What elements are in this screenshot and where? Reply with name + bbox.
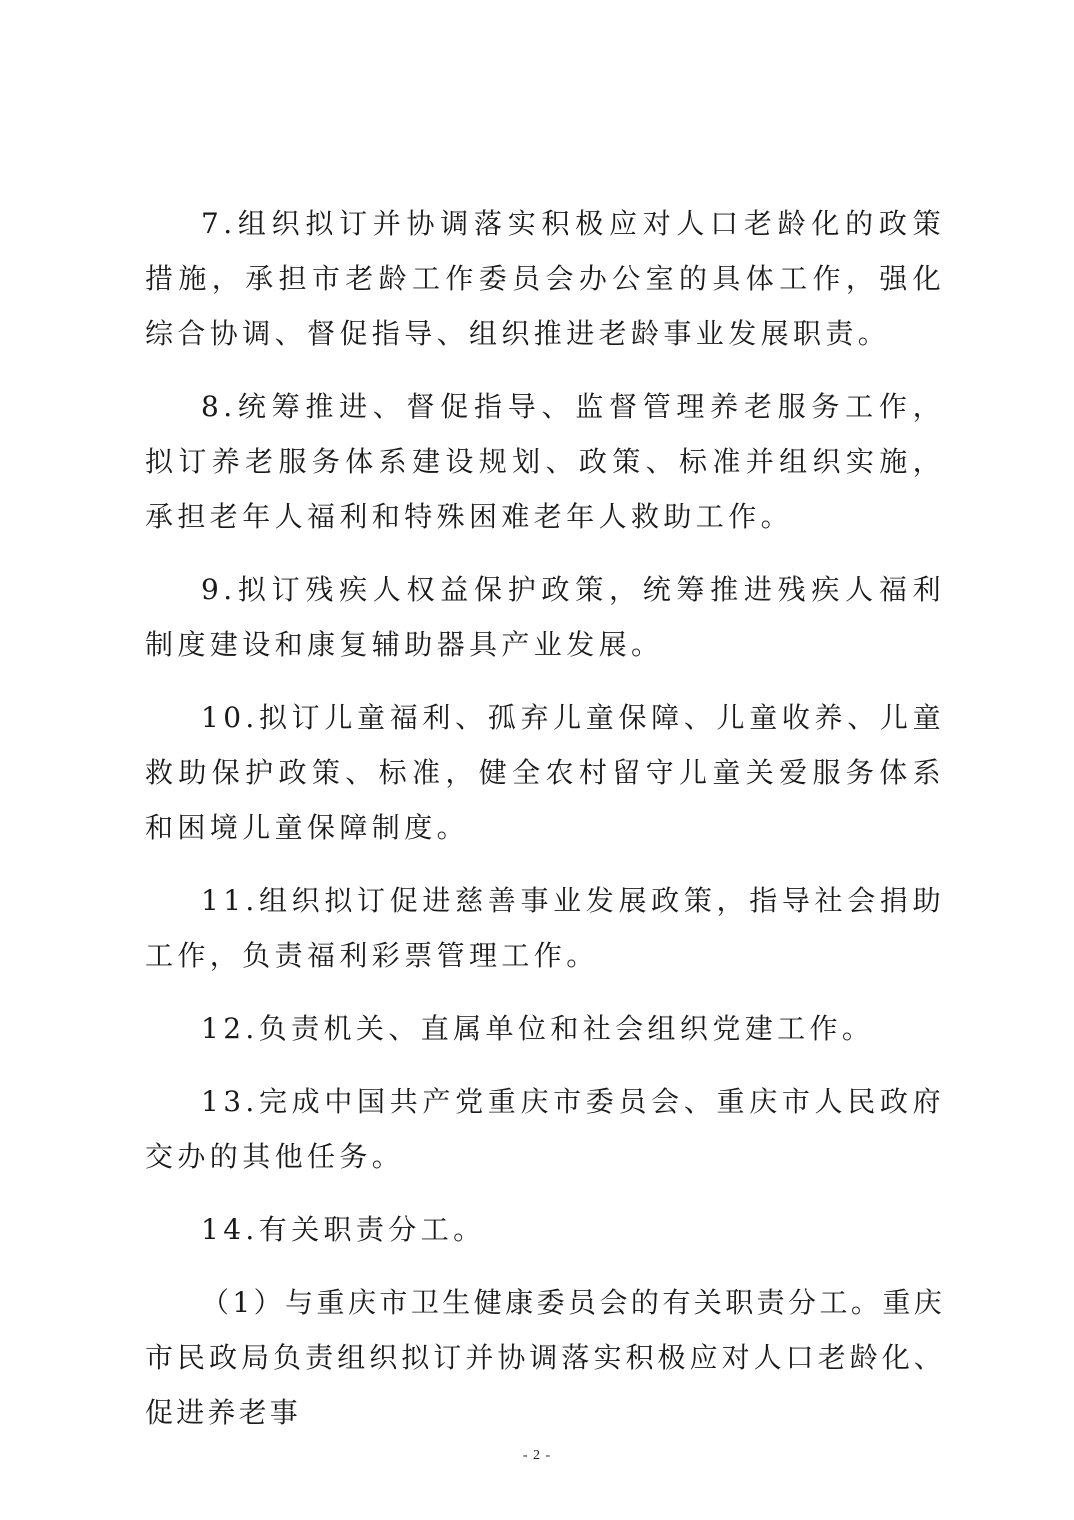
paragraph-item-10: 10.拟订儿童福利、孤弃儿童保障、儿童收养、儿童救助保护政策、标准，健全农村留守儿童关爱服务体系和困境儿童保障制度。	[145, 701, 945, 844]
paragraph-item-8: 8.统筹推进、督促指导、监督管理养老服务工作，拟订养老服务体系建设规划、政策、标准并组织实施，承担老年人福利和特殊困难老年人救助工作。	[145, 390, 945, 533]
paragraph-item-11: 11.组织拟订促进慈善事业发展政策，指导社会捐助工作，负责福利彩票管理工作。	[145, 884, 945, 972]
page-number: - 2 -	[522, 1448, 552, 1463]
paragraph-item-9: 9.拟订残疾人权益保护政策，统筹推进残疾人福利制度建设和康复辅助器具产业发展。	[145, 573, 945, 661]
paragraph-item-12: 12.负责机关、直属单位和社会组织党建工作。	[201, 1012, 875, 1045]
paragraph-item-7: 7.组织拟订并协调落实积极应对人口老龄化的政策措施，承担市老龄工作委员会办公室的具体工作，强化综合协调、督促指导、组织推进老龄事业发展职责。	[145, 207, 945, 350]
paragraph-item-13: 13.完成中国共产党重庆市委员会、重庆市人民政府交办的其他任务。	[145, 1085, 945, 1173]
paragraph-subitem-1: （1）与重庆市卫生健康委员会的有关职责分工。重庆市民政局负责组织拟订并协调落实积极应对人口老龄化、促进养老事	[145, 1286, 945, 1429]
paragraph-item-14: 14.有关职责分工。	[201, 1213, 486, 1246]
document-body	[145, 196, 945, 1458]
